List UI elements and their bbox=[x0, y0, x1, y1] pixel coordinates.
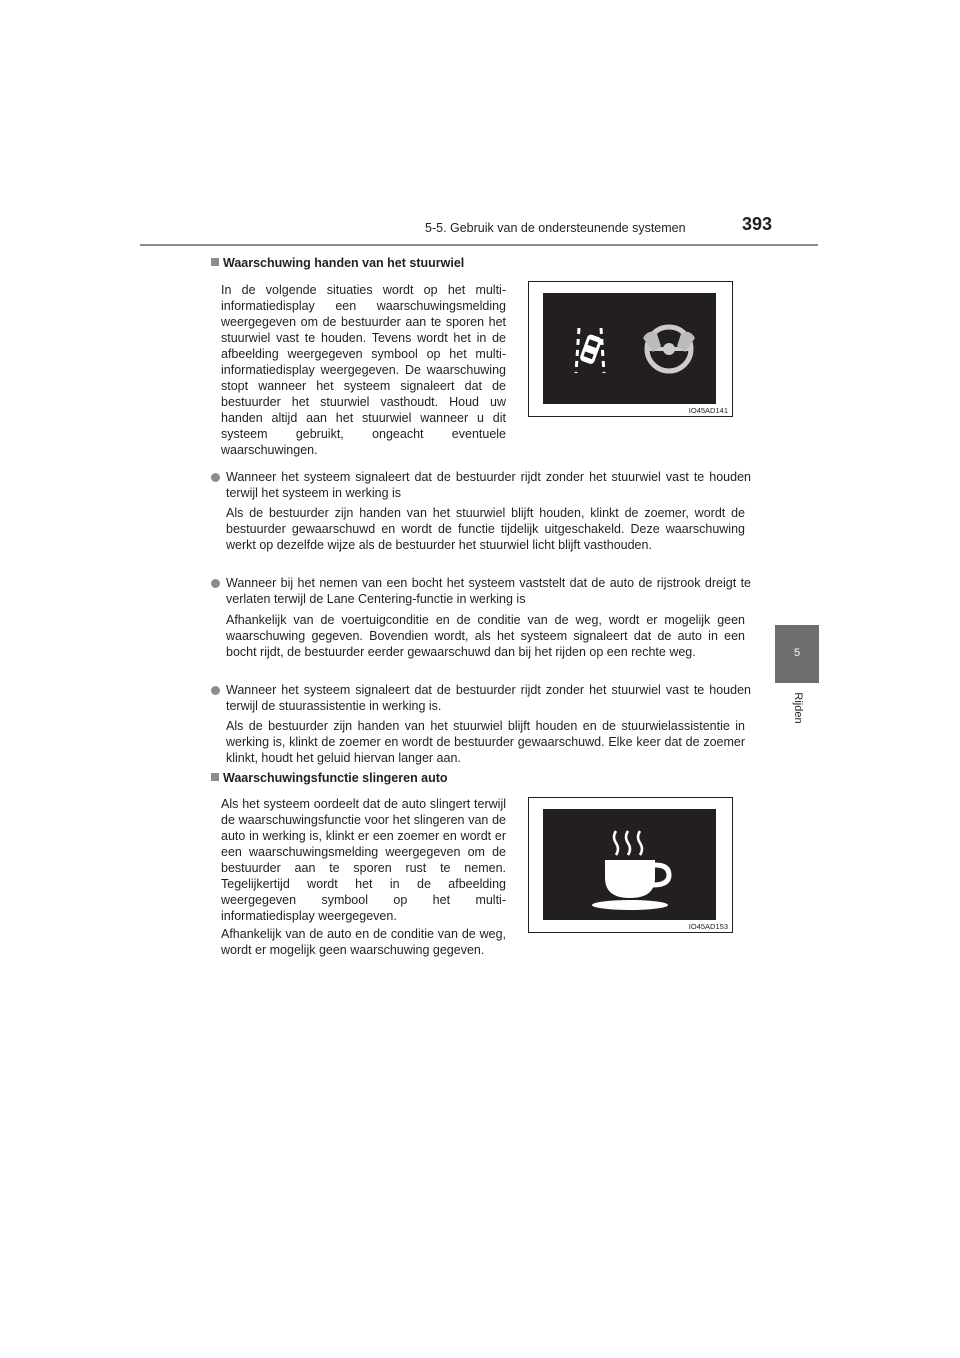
chapter-number: 5 bbox=[793, 647, 801, 659]
page-number: 393 bbox=[742, 214, 773, 234]
section-title-text: Waarschuwing handen van het stuurwiel bbox=[223, 256, 465, 270]
header-rule bbox=[140, 244, 818, 246]
figure-code: IO45AD153 bbox=[688, 922, 728, 931]
figure-code: IO45AD141 bbox=[688, 406, 728, 415]
bullet-detail: Afhankelijk van de voertuigconditie en de conditie van de weg, wordt er mogelijk geen waarschuwing gegeven. Bovendien wordt, als het systeem signaleert dat de auto in een bocht rijdt, de bestuurder eerder gewaarschuwd dan bij het rijden op een rechte weg. bbox=[226, 613, 745, 659]
bullet-item bbox=[211, 682, 751, 714]
section2-para1: Als het systeem oordeelt dat de auto slingert terwijl de waarschuwingsfunctie voor het slingeren van de auto in werking is, klinkt er een zoemer en wordt er een waarschuwingsmelding weergegeven om de bestuurder aan te sporen rust te nemen. Tegelijkertijd wordt het in de afbeelding weergegeven symbool op het multi-informatiedisplay weergegeven. bbox=[221, 797, 506, 923]
display-screen bbox=[543, 293, 716, 404]
round-bullet-icon bbox=[211, 473, 220, 482]
lane-departure-steering-icons bbox=[543, 293, 716, 404]
section-title-hands-off bbox=[211, 256, 464, 270]
square-bullet-icon bbox=[211, 258, 219, 266]
figure-hands-off-warning bbox=[528, 281, 733, 417]
bullet-text: Wanneer het systeem signaleert dat de bestuurder rijdt zonder het stuurwiel vast te houden terwijl het systeem in werking is bbox=[226, 470, 751, 500]
chapter-label-container bbox=[776, 690, 820, 724]
figure-sway-warning bbox=[528, 797, 733, 933]
tilted-car-icon bbox=[579, 334, 603, 365]
round-bullet-icon bbox=[211, 686, 220, 695]
bullet-text: Wanneer het systeem signaleert dat de bestuurder rijdt zonder het stuurwiel vast te houden terwijl de stuurassistentie in werking is. bbox=[226, 683, 751, 713]
square-bullet-icon bbox=[211, 773, 219, 781]
bullet-item bbox=[211, 469, 751, 501]
steering-hands-icon bbox=[643, 327, 695, 371]
section-title-sway-warning bbox=[211, 771, 448, 785]
round-bullet-icon bbox=[211, 579, 220, 588]
section2-para2: Afhankelijk van de auto en de conditie van de weg, wordt er mogelijk geen waarschuwing gegeven. bbox=[221, 927, 506, 957]
section1-intro: In de volgende situaties wordt op het multi-informatiedisplay een waarschuwingsmelding weergegeven om de bestuurder aan te sporen het stuurwiel vast te houden. Tevens wordt het in de afbeelding weergegeven symbool op het multi-informatiedisplay weergegeven. De waarschuwing stopt wanneer het systeem signaleert dat de bestuurder het stuurwiel vasthoudt. Houd uw handen altijd aan het stuurwiel wanneer u dit systeem gebruikt, ongeacht eventuele waarschuwingen. bbox=[221, 283, 506, 457]
bullet-detail: Als de bestuurder zijn handen van het stuurwiel blijft houden, klinkt de zoemer, wordt de bestuurder gewaarschuwd en wordt de functie tijdelijk uitgeschakeld. Deze waarschuwing werkt op dezelfde wijze als de bestuurder het stuurwiel licht blijft vasthouden. bbox=[226, 506, 745, 552]
section-title-text: Waarschuwingsfunctie slingeren auto bbox=[223, 771, 448, 785]
chapter-tab bbox=[775, 625, 819, 683]
display-screen bbox=[543, 809, 716, 920]
bullet-text: Wanneer bij het nemen van een bocht het systeem vaststelt dat de auto de rijstrook dreigt te verlaten terwijl de Lane Centering-functie in werking is bbox=[226, 576, 751, 606]
running-header: 5-5. Gebruik van de ondersteunende systemen bbox=[425, 221, 686, 235]
coffee-cup-icon bbox=[543, 809, 716, 920]
chapter-label: Rijden bbox=[792, 692, 804, 724]
steam-icon bbox=[614, 831, 642, 855]
bullet-item bbox=[211, 575, 751, 607]
bullet-detail: Als de bestuurder zijn handen van het stuurwiel blijft houden en de stuurwielassistentie in werking is, klinkt de zoemer en wordt de bestuurder gewaarschuwd. Elke keer dat de zoemer klinkt, houdt het geluid hiervan langer aan. bbox=[226, 719, 745, 765]
